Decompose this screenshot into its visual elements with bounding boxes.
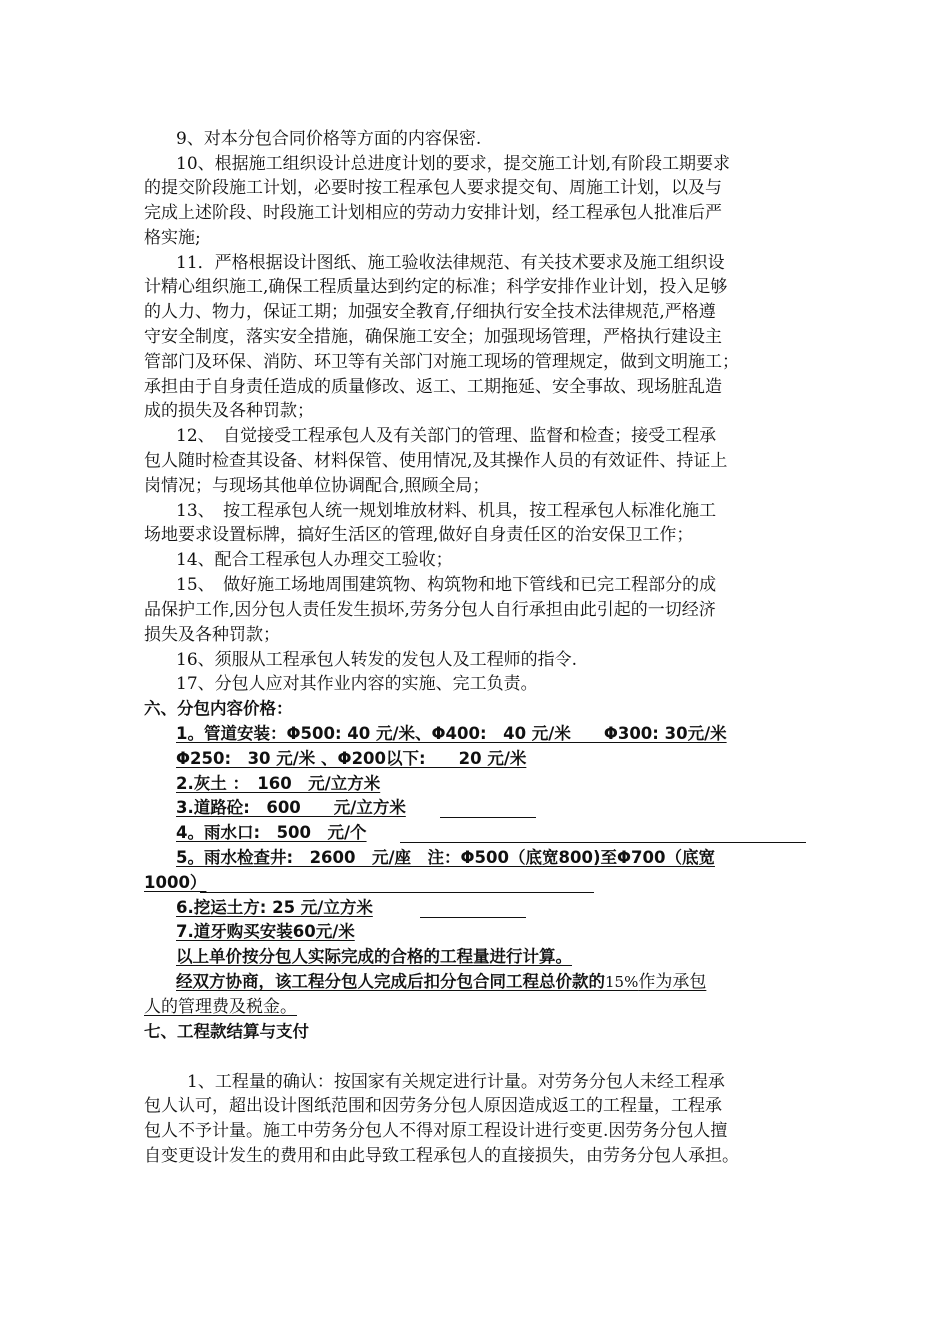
management-fee-percent: 15% [605,973,639,991]
clause-7-1-line-1: 1、工程量的确认：按国家有关规定进行计量。对劳务分包人未经工程承 [187,1072,725,1092]
price-item-4: 4。雨水口: 500 元/个 [176,823,367,842]
price-item-7: 7.道牙购买安装60元/米 [176,922,355,941]
clause-13-line-2: 场地要求设置标牌，搞好生活区的管理,做好自身责任区的治安保卫工作； [144,525,694,545]
clause-9: 9、对本分包合同价格等方面的内容保密. [176,129,482,149]
management-fee-tail: 作为承包 [638,972,707,992]
clause-12-line-3: 岗情况；与现场其他单位协调配合,照顾全局； [144,476,490,496]
clause-11-line-5: 管部门及环保、消防、环卫等有关部门对施工现场的管理规定，做到文明施工； [144,352,739,372]
clause-11-line-2: 计精心组织施工,确保工程质量达到约定的标准；科学安排作业计划，投入足够 [144,277,728,297]
clause-13-line-1: 13、 按工程承包人统一规划堆放材料、机具，按工程承包人标准化施工 [176,501,717,521]
blank-line [420,917,526,918]
price-item-1-line-2: Φ250: 30 元/米 、Φ200以下: 20 元/米 [176,749,527,768]
price-item-5-line-1: 5。雨水检查井: 2600 元/座 注：Φ500（底宽800)至Φ700（底宽 [176,848,715,867]
clause-10-line-4: 格实施; [144,228,201,248]
clause-15-line-3: 损失及各种罚款； [144,625,280,645]
management-fee-line-2: 人的管理费及税金。 [144,997,297,1017]
blank-line [200,892,594,893]
clause-11-line-3: 的人力、物力，保证工期；加强安全教育,仔细执行安全技术法律规范,严格遵 [144,302,716,322]
blank-line [440,817,536,818]
clause-7-1-line-2: 包人认可，超出设计图纸范围和因劳务分包人原因造成返工的工程量，工程承 [144,1096,722,1116]
management-fee-line-1 [176,971,706,993]
clause-11-line-1: 11．严格根据设计图纸、施工验收法律规范、有关技术要求及施工组织设 [176,253,725,273]
price-item-5-line-2: 1000） [144,873,207,892]
clause-12-line-1: 12、 自觉接受工程承包人及有关部门的管理、监督和检查；接受工程承 [176,426,717,446]
clause-15-line-2: 品保护工作,因分包人责任发生损坏,劳务分包人自行承担由此引起的一切经济 [144,600,716,620]
clause-7-1-line-3: 包人不予计量。施工中劳务分包人不得对原工程设计进行变更.因劳务分包人擅 [144,1121,728,1141]
clause-10-line-2: 的提交阶段施工计划，必要时按工程承包人要求提交旬、周施工计划，以及与 [144,178,722,198]
price-item-6: 6.挖运土方: 25 元/立方米 [176,898,373,917]
price-item-3: 3.道路砼: 600 元/立方米 [176,798,406,817]
pricing-basis-note: 以上单价按分包人实际完成的合格的工程量进行计算。 [176,947,572,966]
section-7-heading: 七、工程款结算与支付 [144,1022,309,1041]
clause-10-line-1: 10、根据施工组织设计总进度计划的要求，提交施工计划,有阶段工期要求 [176,154,731,174]
blank-line [400,842,806,843]
clause-11-line-6: 承担由于自身责任造成的质量修改、返工、工期拖延、安全事故、现场脏乱造 [144,377,722,397]
clause-14: 14、配合工程承包人办理交工验收； [176,550,453,570]
price-item-2: 2.灰土 ： 160 元/立方米 [176,774,381,793]
clause-12-line-2: 包人随时检查其设备、材料保管、使用情况,及其操作人员的有效证件、持证上 [144,451,728,471]
clause-11-line-7: 成的损失及各种罚款； [144,401,314,421]
clause-15-line-1: 15、 做好施工场地周围建筑物、构筑物和地下管线和已完工程部分的成 [176,575,717,595]
clause-16: 16、须服从工程承包人转发的发包人及工程师的指令. [176,650,578,670]
price-item-1-line-1: 1。管道安装：Φ500: 40 元/米、Φ400: 40 元/米 Φ300: 30元/米 [176,724,727,743]
clause-7-1-line-4: 自变更设计发生的费用和由此导致工程承包人的直接损失，由劳务分包人承担。 [144,1146,739,1166]
clause-11-line-4: 守安全制度，落实安全措施，确保施工安全；加强现场管理，严格执行建设主 [144,327,722,347]
clause-10-line-3: 完成上述阶段、时段施工计划相应的劳动力安排计划，经工程承包人批准后严 [144,203,722,223]
section-6-heading: 六、分包内容价格： [144,699,293,718]
clause-17: 17、分包人应对其作业内容的实施、完工负责。 [176,674,538,694]
management-fee-text: 经双方协商，该工程分包人完成后扣分包合同工程总价款的 [176,972,605,991]
